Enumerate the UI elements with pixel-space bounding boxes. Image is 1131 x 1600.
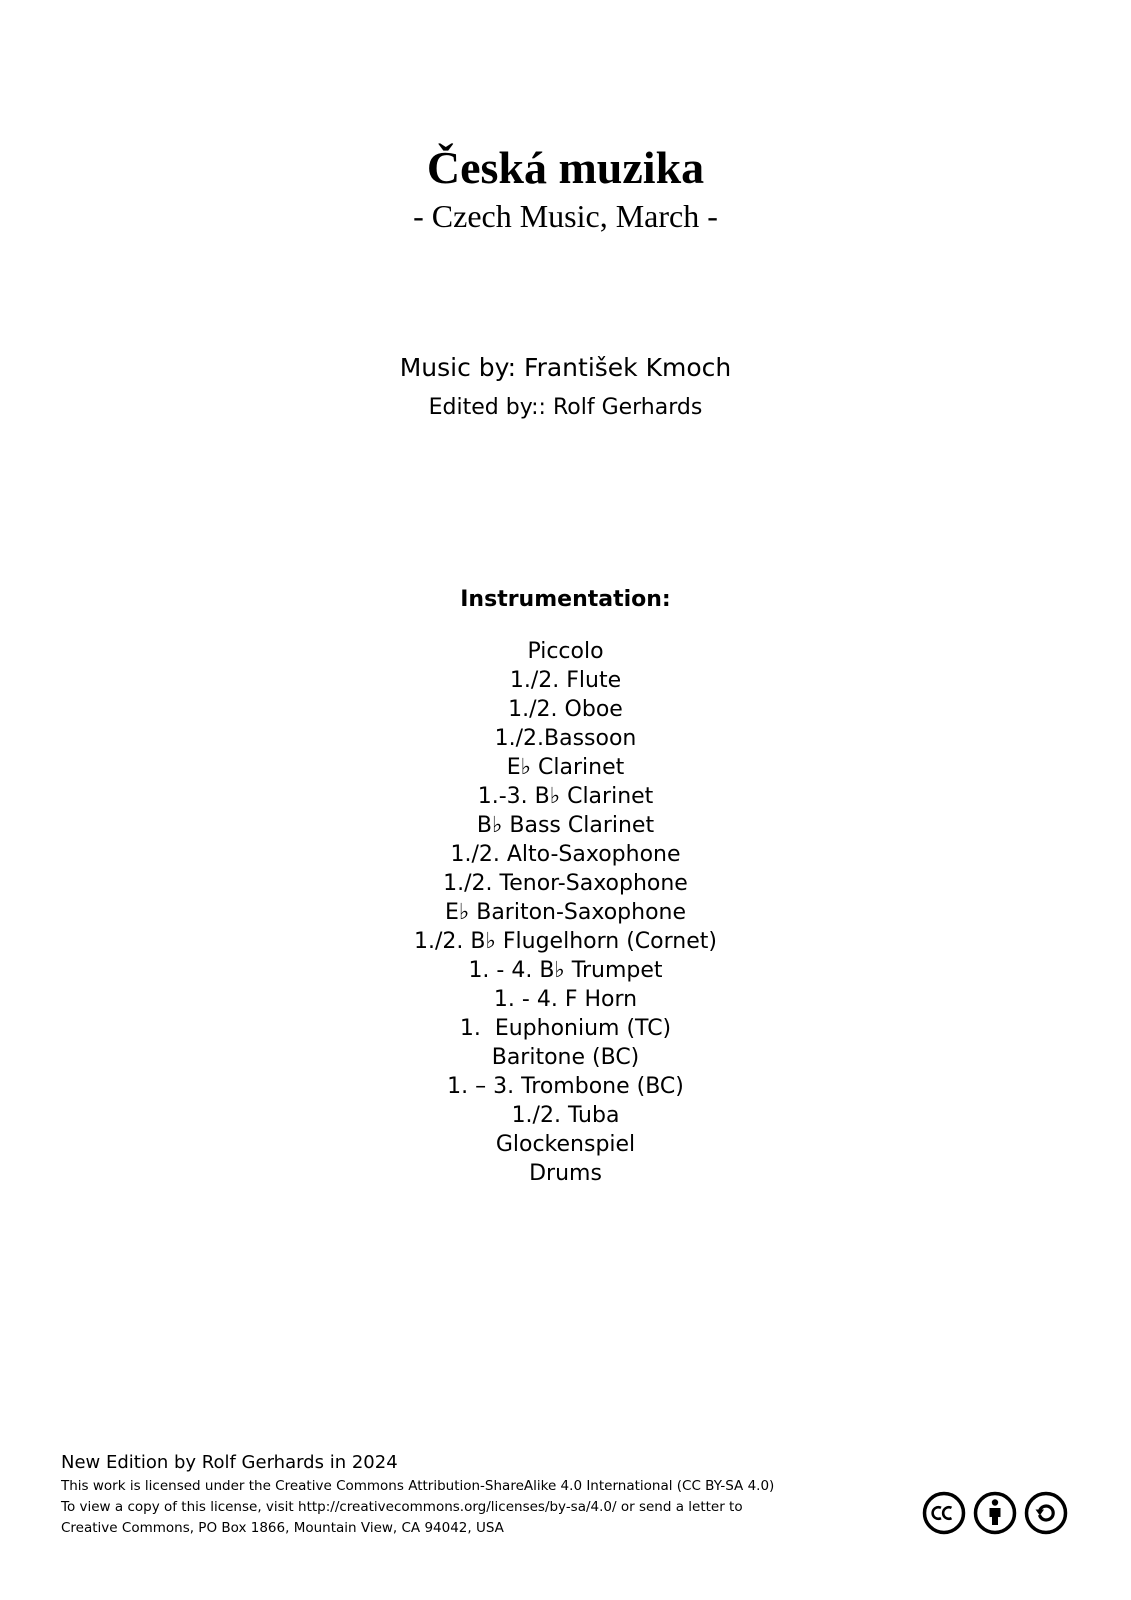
instrument-item: Glockenspiel	[495, 1132, 636, 1157]
instrument-item: 1.-3. B♭ Clarinet	[477, 784, 654, 809]
page-title: Česká muzika	[426, 142, 705, 193]
instrument-item: 1. - 4. F Horn	[493, 987, 638, 1012]
instrument-item: 1./2. Tenor-Saxophone	[443, 871, 688, 896]
instrument-item: 1. – 3. Trombone (BC)	[447, 1074, 684, 1099]
cc-icon	[922, 1491, 966, 1535]
page-subtitle: - Czech Music, March -	[413, 198, 718, 234]
edition-note: New Edition by Rolf Gerhards in 2024	[61, 1452, 398, 1473]
instrument-item: 1./2. Flute	[509, 668, 622, 693]
instrument-item: Baritone (BC)	[491, 1045, 640, 1070]
license-footer	[61, 1450, 774, 1539]
instrumentation-heading: Instrumentation:	[460, 587, 671, 612]
instrument-item: E♭ Clarinet	[506, 755, 625, 780]
attribution-icon	[973, 1491, 1017, 1535]
license-text-line: Creative Commons, PO Box 1866, Mountain View, CA 94042, USA	[61, 1520, 504, 1536]
instrumentation-list	[0, 637, 1131, 1188]
sharealike-icon	[1024, 1491, 1068, 1535]
cc-license-badge	[922, 1490, 1072, 1536]
instrument-item: Piccolo	[527, 639, 604, 664]
instrument-item: Drums	[529, 1161, 602, 1186]
composer-credit: Music by: František Kmoch	[399, 353, 732, 382]
instrument-item: 1./2.Bassoon	[494, 726, 637, 751]
instrument-item: 1./2. Oboe	[508, 697, 623, 722]
instrument-item: 1. Euphonium (TC)	[459, 1016, 672, 1041]
instrument-item: 1. - 4. B♭ Trumpet	[468, 958, 663, 983]
instrument-item: 1./2. Tuba	[511, 1103, 620, 1128]
license-text-line: To view a copy of this license, visit http://creativecommons.org/licenses/by-sa/4.0/ or send a letter to	[61, 1499, 743, 1515]
instrument-item: 1./2. B♭ Flugelhorn (Cornet)	[414, 929, 717, 954]
instrument-item: 1./2. Alto-Saxophone	[450, 842, 681, 867]
editor-credit: Edited by:: Rolf Gerhards	[428, 395, 703, 420]
instrument-item: E♭ Bariton-Saxophone	[444, 900, 687, 925]
license-text-line: This work is licensed under the Creative Commons Attribution-ShareAlike 4.0 International (CC BY-SA 4.0)	[61, 1478, 775, 1494]
instrument-item: B♭ Bass Clarinet	[476, 813, 655, 838]
